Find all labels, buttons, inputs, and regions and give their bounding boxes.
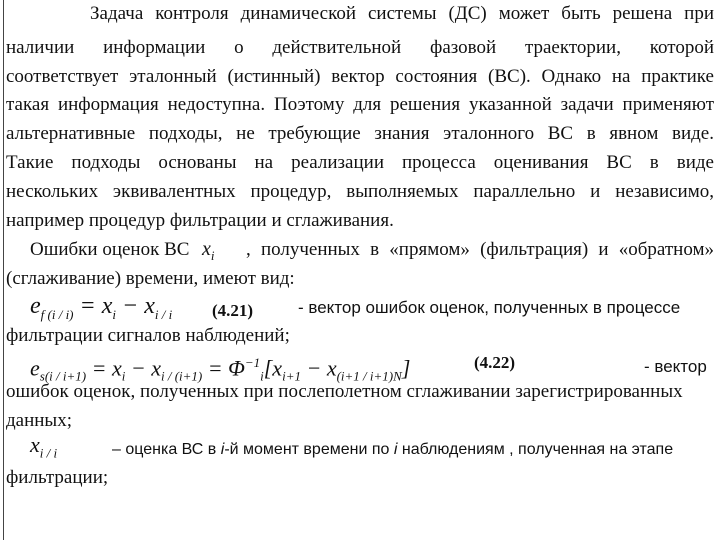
definition-continuation: фильтрации; [6,467,109,488]
paragraph2-line-2: (сглаживание) времени, имеют вид: [6,268,295,289]
estimate-symbol: $x_{i / i}$ [30,432,58,461]
paragraph1-line-1: Задача контроля динамической системы (ДС) может быть решена при [90,3,714,24]
paragraph2-line1-end: , полученных в «прямом» (фильтрация) и «обратном» [246,239,714,260]
equation-number-4-21: (4.21) [212,301,254,320]
equation-number-4-22: (4.22) [474,353,516,372]
formula2-continuation-1: ошибок оценок, полученных при послеполетном сглаживании зарегистрированных [6,381,683,402]
paragraph2-symbol-x: $x_i$ [202,238,215,263]
paragraph1-line-5: альтернативные подходы, не требующие знания эталонного ВС в явном виде. [6,123,714,144]
formula1-description: - вектор ошибок оценок, полученных в процессе [298,298,681,317]
formula-4-22: $e_{s(i / i+1)} = x_i - x_{i / (i+1)} = \Phi^{-1}_i[x_{i+1} - x_{(i+1 / i+1)N}]$ [30,355,411,384]
formula1-continuation: фильтрации сигналов наблюдений; [6,325,290,346]
paragraph1-line-6: Такие подходы основаны на реализации процесса оценивания ВС в виде [6,152,714,173]
paragraph1-line-4: такая информация недоступна. Поэтому для решения указанной задачи применяют [6,94,714,115]
formula-4-21: $e_{f (i / i)} = x_i - x_{i / i}$ [30,293,173,322]
paragraph1-line-2: наличии информации о действительной фазовой траектории, которой [6,37,714,58]
paragraph1-line-7: нескольких эквивалентных процедур, выполняемых параллельно и независимо, [6,181,714,202]
paragraph2-line1-start: Ошибки оценок ВС [30,239,190,260]
formula2-description: - вектор [644,357,707,376]
formula2-continuation-2: данных; [6,410,72,431]
paragraph1-line-8: например процедур фильтрации и сглаживания. [6,210,394,231]
left-border-line [3,0,4,540]
definition-text: – оценка ВС в i-й момент времени по i наблюдениям , полученная на этапе [112,441,674,458]
paragraph1-line-3: соответствует эталонный (истинный) вектор состояния (ВС). Однако на практике [6,66,714,87]
